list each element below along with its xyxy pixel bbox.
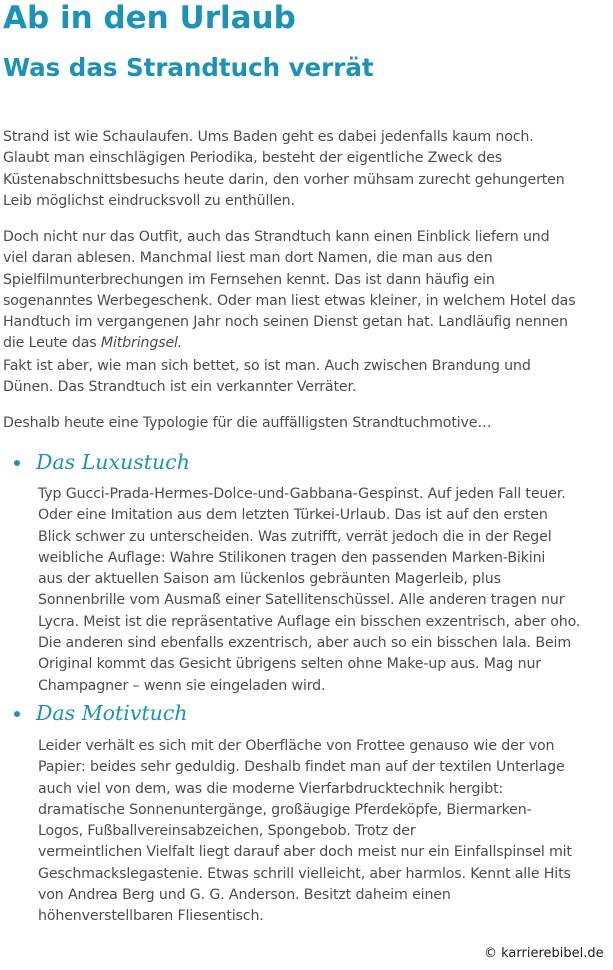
section-body-luxustuch bbox=[38, 484, 613, 697]
text-line: Glaubt man einschlägigen Periodika, besteht der eigentliche Zweck des bbox=[3, 150, 503, 167]
text-line: Doch nicht nur das Outfit, auch das Strandtuch kann einen Einblick liefern und bbox=[3, 229, 550, 245]
intro-paragraph-1 bbox=[3, 127, 613, 212]
text-line: Blick schwer zu unterscheiden. Was zutrifft, verrät jedoch die in der Regel bbox=[38, 528, 552, 545]
text-line: Oder eine Imitation aus dem letzten Türkei-Urlaub. Das ist auf den ersten bbox=[38, 507, 548, 524]
text-line: Dünen. Das Strandtuch ist ein verkannter Verräter. bbox=[3, 379, 357, 396]
text-line: weibliche Auflage: Wahre Stilikonen tragen den passenden Marken-Bikini bbox=[38, 549, 546, 566]
text-line: Champagner – wenn sie eingeladen wird. bbox=[38, 677, 326, 694]
bullet-icon bbox=[14, 460, 20, 466]
text-line: sogenanntes Werbegeschenk. Oder man liest etwas kleiner, in welchem Hotel das bbox=[3, 292, 576, 309]
intro-paragraph-4 bbox=[3, 413, 613, 434]
section-heading-luxustuch bbox=[14, 449, 190, 475]
text-line-prefix: die Leute das bbox=[3, 335, 101, 352]
text-line: Geschmackslegastenie. Etwas schrill vielleicht, aber harmlos. Kennt alle Hits bbox=[38, 865, 571, 882]
text-line: aus der aktuellen Saison am lückenlos gebräunten Magerleib, plus bbox=[38, 571, 501, 588]
intro-paragraph-3 bbox=[3, 356, 613, 399]
emphasis-mitbringsel: Mitbringsel. bbox=[100, 335, 183, 352]
bullet-icon bbox=[14, 711, 20, 717]
text-line bbox=[3, 333, 613, 354]
text-line: Handtuch im vergangenen Jahr noch seinen Dienst getan hat. Landläufig nennen bbox=[3, 314, 568, 331]
section-body-motivtuch bbox=[38, 736, 613, 928]
text-line: Strand ist wie Schaulaufen. Ums Baden geht es dabei jedenfalls kaum noch. bbox=[3, 129, 534, 145]
text-line: Leib möglichst eindrucksvoll zu enthüllen. bbox=[3, 192, 295, 209]
text-line: vermeintlichen Vielfalt liegt darauf aber doch meist nur ein Einfallspinsel mit bbox=[38, 844, 572, 861]
text-line: Spielfilmunterbrechungen im Fernsehen kennt. Das ist dann häufig ein bbox=[3, 271, 495, 288]
section-title: Das Luxustuch bbox=[36, 450, 190, 474]
text-line: Fakt ist aber, wie man sich bettet, so ist man. Auch zwischen Brandung und bbox=[3, 358, 531, 374]
text-line: höhenverstellbaren Fliesentisch. bbox=[38, 908, 264, 925]
text-line: Die anderen sind ebenfalls exzentrisch, aber auch so ein bisschen lala. Beim bbox=[38, 635, 572, 652]
text-line: Deshalb heute eine Typologie für die auffälligsten Strandtuchmotive… bbox=[3, 415, 492, 431]
intro-paragraph-2 bbox=[3, 227, 613, 355]
section-title: Das Motivtuch bbox=[36, 701, 188, 725]
copyright-footer: © karrierebibel.de bbox=[484, 946, 604, 961]
text-line: Leider verhält es sich mit der Oberfläche von Frottee genauso wie der von bbox=[38, 738, 555, 754]
text-line: auch viel von dem, was die moderne Vierfarbdrucktechnik hergibt: bbox=[38, 780, 504, 797]
text-line: Original kommt das Gesicht übrigens selten ohne Make-up aus. Mag nur bbox=[38, 656, 541, 673]
page-title: Ab in den Urlaub bbox=[3, 0, 296, 36]
page-subtitle: Was das Strandtuch verrät bbox=[3, 53, 374, 82]
text-line: Papier: beides sehr geduldig. Deshalb findet man auf der textilen Unterlage bbox=[38, 759, 565, 776]
text-line: Sonnenbrille vom Ausmaß einer Satellitenschüssel. Alle anderen tragen nur bbox=[38, 592, 565, 609]
text-line: Typ Gucci-Prada-Hermes-Dolce-und-Gabbana-Gespinst. Auf jeden Fall teuer. bbox=[38, 486, 566, 502]
text-line: Küstenabschnittsbesuchs heute darin, den vorher mühsam zurecht gehungerten bbox=[3, 171, 565, 188]
text-line: viel daran ablesen. Manchmal liest man dort Namen, die man aus den bbox=[3, 250, 493, 267]
text-line: dramatische Sonnenuntergänge, großäugige Pferdeköpfe, Biermarken- bbox=[38, 801, 532, 818]
text-line: Lycra. Meist ist die repräsentative Auflage ein bisschen exzentrisch, aber oho. bbox=[38, 613, 581, 630]
text-line: von Andrea Berg und G. G. Anderson. Besitzt daheim einen bbox=[38, 887, 451, 904]
section-heading-motivtuch bbox=[14, 700, 188, 726]
text-line: Logos, Fußballvereinsabzeichen, Spongebob. Trotz der bbox=[38, 823, 416, 840]
